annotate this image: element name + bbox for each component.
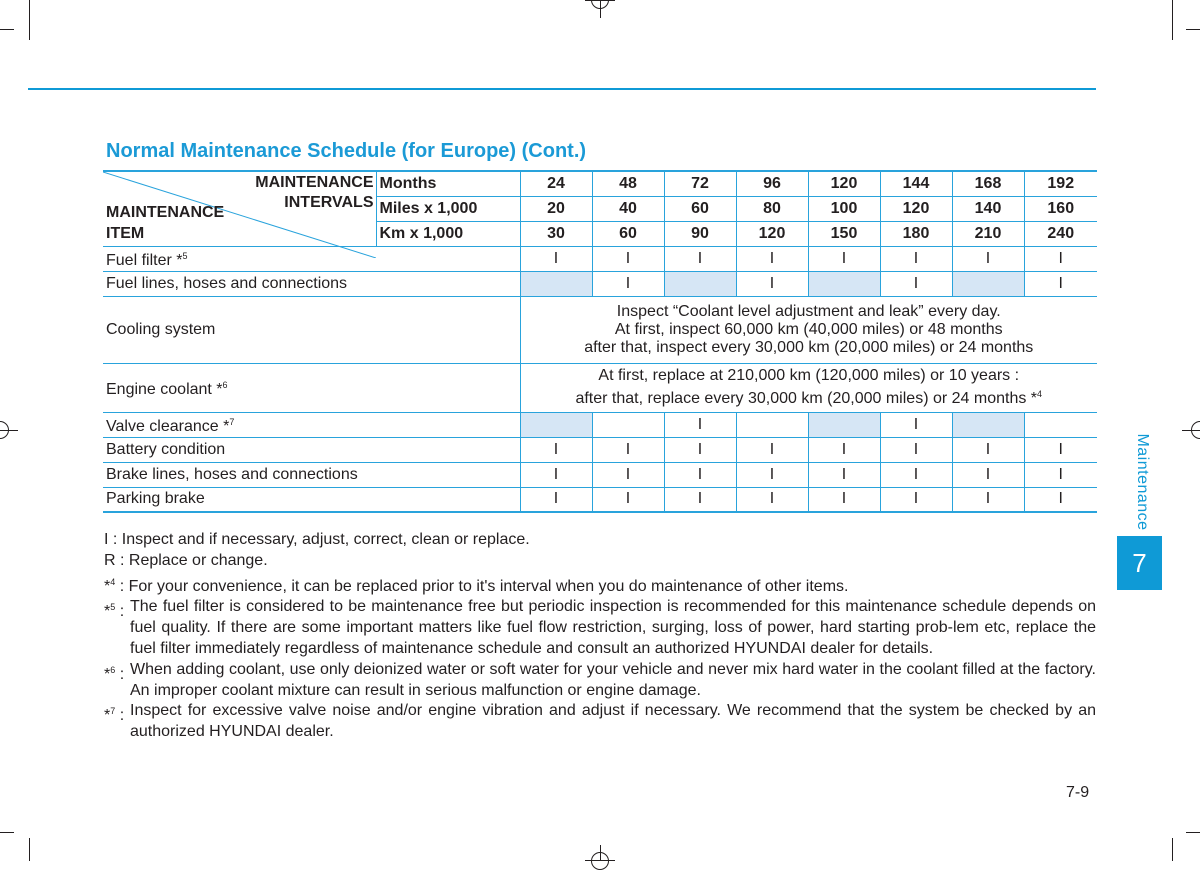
note-line: At first, replace at 210,000 km (120,000 miles) or 10 years : [598,367,1020,384]
schedule-mark [592,412,664,437]
schedule-mark [664,271,736,296]
schedule-mark: I [664,412,736,437]
interval-value: 60 [664,196,736,221]
interval-value: 90 [664,221,736,246]
interval-value: 72 [664,171,736,196]
schedule-mark: I [520,487,592,512]
item-name: Engine coolant * [106,381,223,398]
coolant-note [520,363,1097,412]
footnote-4: *$^4$ : For your convenience, it can be replaced prior to it's interval when you do maintenance of other items. [104,576,849,595]
interval-value: 48 [592,171,664,196]
item-name: Fuel lines, hoses and connections [106,274,348,292]
schedule-mark: I [664,462,736,487]
schedule-mark: I [592,437,664,462]
registration-mark [1182,430,1200,431]
item-name: Fuel filter * [106,252,183,269]
crop-mark [0,29,14,30]
item-cell [103,437,520,462]
schedule-mark: I [592,246,664,271]
schedule-mark: I [736,462,808,487]
table-row-cooling-system [103,296,1097,363]
item-name: Valve clearance * [106,418,230,435]
chapter-tab[interactable]: 7 [1117,536,1162,590]
interval-value: 20 [520,196,592,221]
page-number: 7-9 [1066,784,1090,801]
schedule-mark: I [952,437,1024,462]
item-cell [103,271,520,296]
registration-mark [0,430,18,431]
schedule-mark: I [520,462,592,487]
schedule-mark: I [736,437,808,462]
cooling-note [520,296,1097,363]
schedule-mark [520,412,592,437]
schedule-mark: I [880,462,952,487]
table-row-engine-coolant [103,363,1097,412]
schedule-mark: I [664,487,736,512]
item-name: Battery condition [106,440,226,458]
table-row [103,271,1097,296]
schedule-mark: I [880,246,952,271]
crop-mark [1172,838,1173,861]
interval-value: 192 [1024,171,1097,196]
registration-mark [585,0,615,1]
maintenance-schedule-table [103,170,1097,513]
note-line: At first, inspect 60,000 km (40,000 miles) or 48 months [614,320,1003,338]
schedule-mark: I [592,271,664,296]
interval-value: 210 [952,221,1024,246]
footnote-7: *$^7$ : Inspect for excessive valve noise and/or engine vibration and adjust if necessary. We recommend that the system be checked by an authorized HYUNDAI dealer. [104,702,1096,741]
item-cell [103,363,520,412]
schedule-mark [1024,412,1097,437]
item-cell [103,412,520,437]
schedule-mark: I [808,246,880,271]
schedule-mark [520,271,592,296]
header-corner-cell [103,171,376,246]
interval-value: 30 [520,221,592,246]
interval-value: 80 [736,196,808,221]
interval-value: 120 [880,196,952,221]
legend-inspect: I : Inspect and if necessary, adjust, correct, clean or replace. [104,531,530,548]
schedule-mark: I [808,487,880,512]
interval-label-months: Months [376,171,520,196]
interval-value: 24 [520,171,592,196]
item-name: Brake lines, hoses and connections [106,465,358,483]
schedule-mark: I [664,246,736,271]
schedule-mark: I [592,462,664,487]
item-name: Parking brake [106,490,205,508]
interval-value: 140 [952,196,1024,221]
crop-mark [29,838,30,861]
schedule-mark [808,271,880,296]
schedule-mark [808,412,880,437]
schedule-mark: I [1024,246,1097,271]
legend-replace: R : Replace or change. [104,551,268,569]
interval-label-miles: Miles x 1,000 [376,196,520,221]
schedule-mark [736,412,808,437]
footnote-marker: 7 [229,417,235,427]
interval-value: 160 [1024,196,1097,221]
interval-value: 144 [880,171,952,196]
interval-value: 96 [736,171,808,196]
interval-value: 120 [808,171,880,196]
schedule-mark: I [736,271,808,296]
schedule-mark: I [880,412,952,437]
schedule-mark: I [808,462,880,487]
schedule-mark: I [736,246,808,271]
schedule-mark: I [520,437,592,462]
schedule-mark [952,271,1024,296]
interval-row-months [103,171,1097,196]
schedule-mark: I [1024,271,1097,296]
schedule-mark: I [1024,437,1097,462]
note-line: after that, replace every 30,000 km (20,000 miles) or 24 months *$^4$ [575,389,1043,407]
schedule-mark: I [880,487,952,512]
interval-value: 60 [592,221,664,246]
schedule-mark: I [880,437,952,462]
schedule-mark: I [664,437,736,462]
section-title: Normal Maintenance Schedule (for Europe) (Cont.) [106,140,587,162]
interval-label-km: Km x 1,000 [376,221,520,246]
registration-mark [600,845,601,861]
interval-value: 100 [808,196,880,221]
table-row [103,412,1097,437]
schedule-mark: I [736,487,808,512]
note-line: after that, inspect every 30,000 km (20,000 miles) or 24 months [584,338,1034,356]
schedule-mark: I [1024,487,1097,512]
note-line: Inspect “Coolant level adjustment and leak” every day. [616,302,1001,320]
table-row [103,437,1097,462]
crop-mark [1186,832,1200,833]
chapter-label: Maintenance [1134,433,1151,531]
schedule-mark: I [592,487,664,512]
footnote-marker: 6 [222,380,228,390]
crop-mark [1172,0,1173,40]
schedule-mark: I [520,246,592,271]
schedule-mark: I [952,246,1024,271]
interval-value: 240 [1024,221,1097,246]
table-row [103,462,1097,487]
footnote-marker: 5 [182,251,188,261]
footnote-6: *$^6$ : When adding coolant, use only deionized water or soft water for your vehicle and never mix hard water in the coolant filled at the factory. An improper coolant mixture can result in serious malfunction or engine damage. [104,660,1096,699]
schedule-mark: I [952,487,1024,512]
schedule-mark: I [880,271,952,296]
interval-value: 168 [952,171,1024,196]
crop-mark [0,832,14,833]
footnote-marker: 4 [1037,389,1043,399]
footnote-5: *$^5$ : The fuel filter is considered to be maintenance free but periodic inspection is recommended for this maintenance schedule depends on fuel quality. If there are some important matters like fuel flow restriction, surging, loss of power, hard starting prob-lem etc, replace the fuel filter immediately regardless of maintenance schedule and consult an authorized HYUNDAI dealer for details. [104,598,1096,657]
item-name: Cooling system [106,320,216,338]
interval-value: 150 [808,221,880,246]
item-cell [103,296,520,363]
interval-value: 40 [592,196,664,221]
schedule-mark: I [1024,462,1097,487]
legend [104,530,1096,743]
maintenance-item-label: MAINTENANCE ITEM [106,203,225,242]
item-cell [103,462,520,487]
header-rule [28,88,1096,90]
interval-value: 180 [880,221,952,246]
table-row [103,487,1097,512]
interval-value: 120 [736,221,808,246]
schedule-mark [952,412,1024,437]
crop-mark [1186,29,1200,30]
maintenance-intervals-label: MAINTENANCE INTERVALS [255,174,374,211]
schedule-mark: I [952,462,1024,487]
crop-mark [29,0,30,40]
item-cell [103,487,520,512]
registration-mark [600,0,601,18]
schedule-mark: I [808,437,880,462]
